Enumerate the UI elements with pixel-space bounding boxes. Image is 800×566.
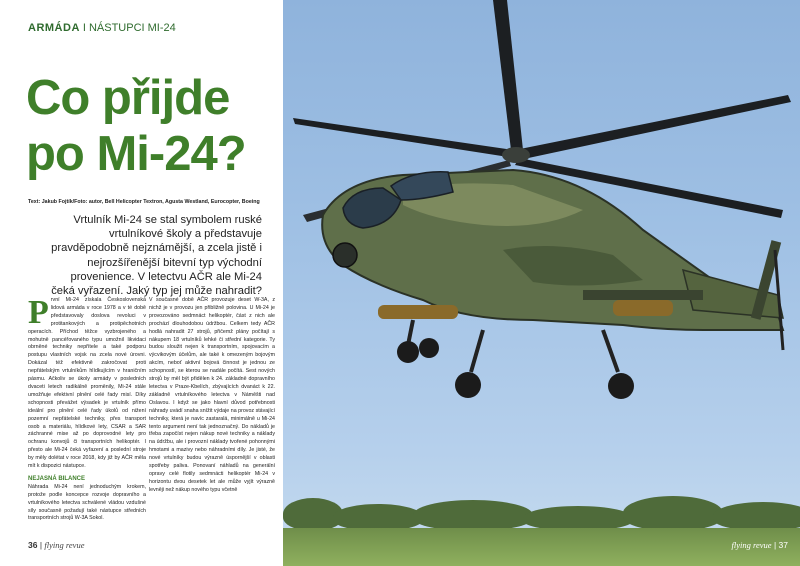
helicopter-illustration [283, 0, 800, 566]
kicker-separator: I [82, 22, 86, 34]
body-paragraph: Náhrada Mi-24 není jednoduchým krokem, protože podle koncepce rozvoje dopravního a vrtulníkového letectva schválené vládou vzdušné síly současně požadují také nástupce středních transportních strojů W-3A Sokol. [28, 483, 146, 522]
article-lead: Vrtulník Mi-24 se stal symbolem ruské vrtulníkové školy a představuje pravděpodobně nejznámější, a zcela jistě i nejrozšířenější bitevní typ východní provenience. V letectvu AČR ale Mi-24 čeká vyřazení. Jaký typ jej může nahradit? [51, 214, 262, 298]
headline-line-2: po Mi-24? [26, 127, 246, 181]
left-page [0, 0, 283, 566]
page-number-right: 37 [778, 540, 788, 550]
body-column-2 [149, 297, 275, 495]
article-headline [26, 70, 276, 182]
folio-right: flying revue | 37 [731, 540, 788, 550]
magazine-brand-left: flying revue [44, 540, 85, 550]
section-subheading: NEJASNÁ BILANCE [28, 475, 86, 482]
article-credits: Text: Jakub Fojtík/Foto: autor, Bell Helicopter Textron, Agusta Westland, Eurocopter, Boeing [28, 199, 260, 205]
topic-label: NÁSTUPCI MI-24 [88, 22, 176, 34]
page-number-left: 36 [28, 540, 38, 550]
body-column-1 [28, 294, 146, 523]
section-label: ARMÁDA [28, 22, 80, 34]
section-kicker [28, 22, 176, 34]
headline-line-1: Co přijde [26, 71, 230, 125]
folio-left: 36 | flying revue [28, 540, 85, 550]
body-paragraph: rvní Mi-24 získala Československá lidová armáda v roce 1978 a v té době představovaly doslova revoluci v protitankových a protipěchotních operacích. Příchod těžce vyzbrojeného a mohutně pancéřovaného typu umožnil likvidaci obrněné techniky nepřítele a také podporu postupu vlastních vojsk na zcela nové úrovni. Dokázal též efektivně zakročovat proti nepřátelským vrtulníkům hlídkujícím v hraničním pásmu. Ačkoliv se úkoly armády v posledních dvaceti letech radikálně proměnily, Mi-24 stále umožňuje efektivní plnění celé řady misí. Díky schopnosti převážet výsadek je vrtulník přímo ideální pro plnění celé řady úkolů od nižení pozemní nepřátelské techniky, přes transport osob a materiálu, hlídkové lety, CSAR a SAR záchranné mise až po doprovodné lety pro ochranu konvojů či transportních helikoptér. I přesto ale Mi-24 čeká vyřazení a poslední stroje by měly dolétat v roce 2018, kdy již by AČR měla mít k dispozici nástupce. [28, 297, 146, 470]
hero-photo [283, 0, 800, 566]
body-paragraph: V současné době AČR provozuje deset W-3A, z nichž je v provozu jen přibližně polovina. U Mi-24 je provozováno sedmnáct helikoptér, část z nich ale prochází dlouhodobou údržbou. Celkem tedy AČR hodlá nahradit 27 strojů, přičemž plány počítají s nákupem 18 vrtulníků lehké či střední kategorie. Ty budou sloužit nejen k transportním, spojovacím a výcvikovým účelům, ale také k omezeným bojovým akcím, neboť aktivní bojová činnost je jednou ze schopností, se kterou se nadále počítá. Sest nových strojů by měl být přidělen k 24. základně dopravního letectva v Praze-Kbelích, zbývajících dvanáct k 22. základně vrtulníkového letectva v Náměšti nad Oslavou. I když se jako hlavní důvod potřebnosti náhrady uvádí snaha snížit výdaje na provoz stávající techniky, která je navíc zastaralá, minimálně u Mi-24 tento argument není tak jednoznačný. Do nákladů je třeba započíst nejen nákup nové techniky a náklady na údržbu, ale i provozní náklady tvořené pohonnými hmotami a mazivy nebo náhradními díly. Je jisté, že nové vrtulníky budou výrazně úspornější v oblasti spotřeby paliva. Ponovaní náhladů na generální opravy celé flotily sedmnácti helikoptér Mi-24 v horizontu dvou desetek let ale může vyjít výrazně levněji než nákup nového typu včetně [149, 297, 275, 493]
drop-cap: P [28, 294, 49, 331]
magazine-brand-right: flying revue [731, 540, 772, 550]
